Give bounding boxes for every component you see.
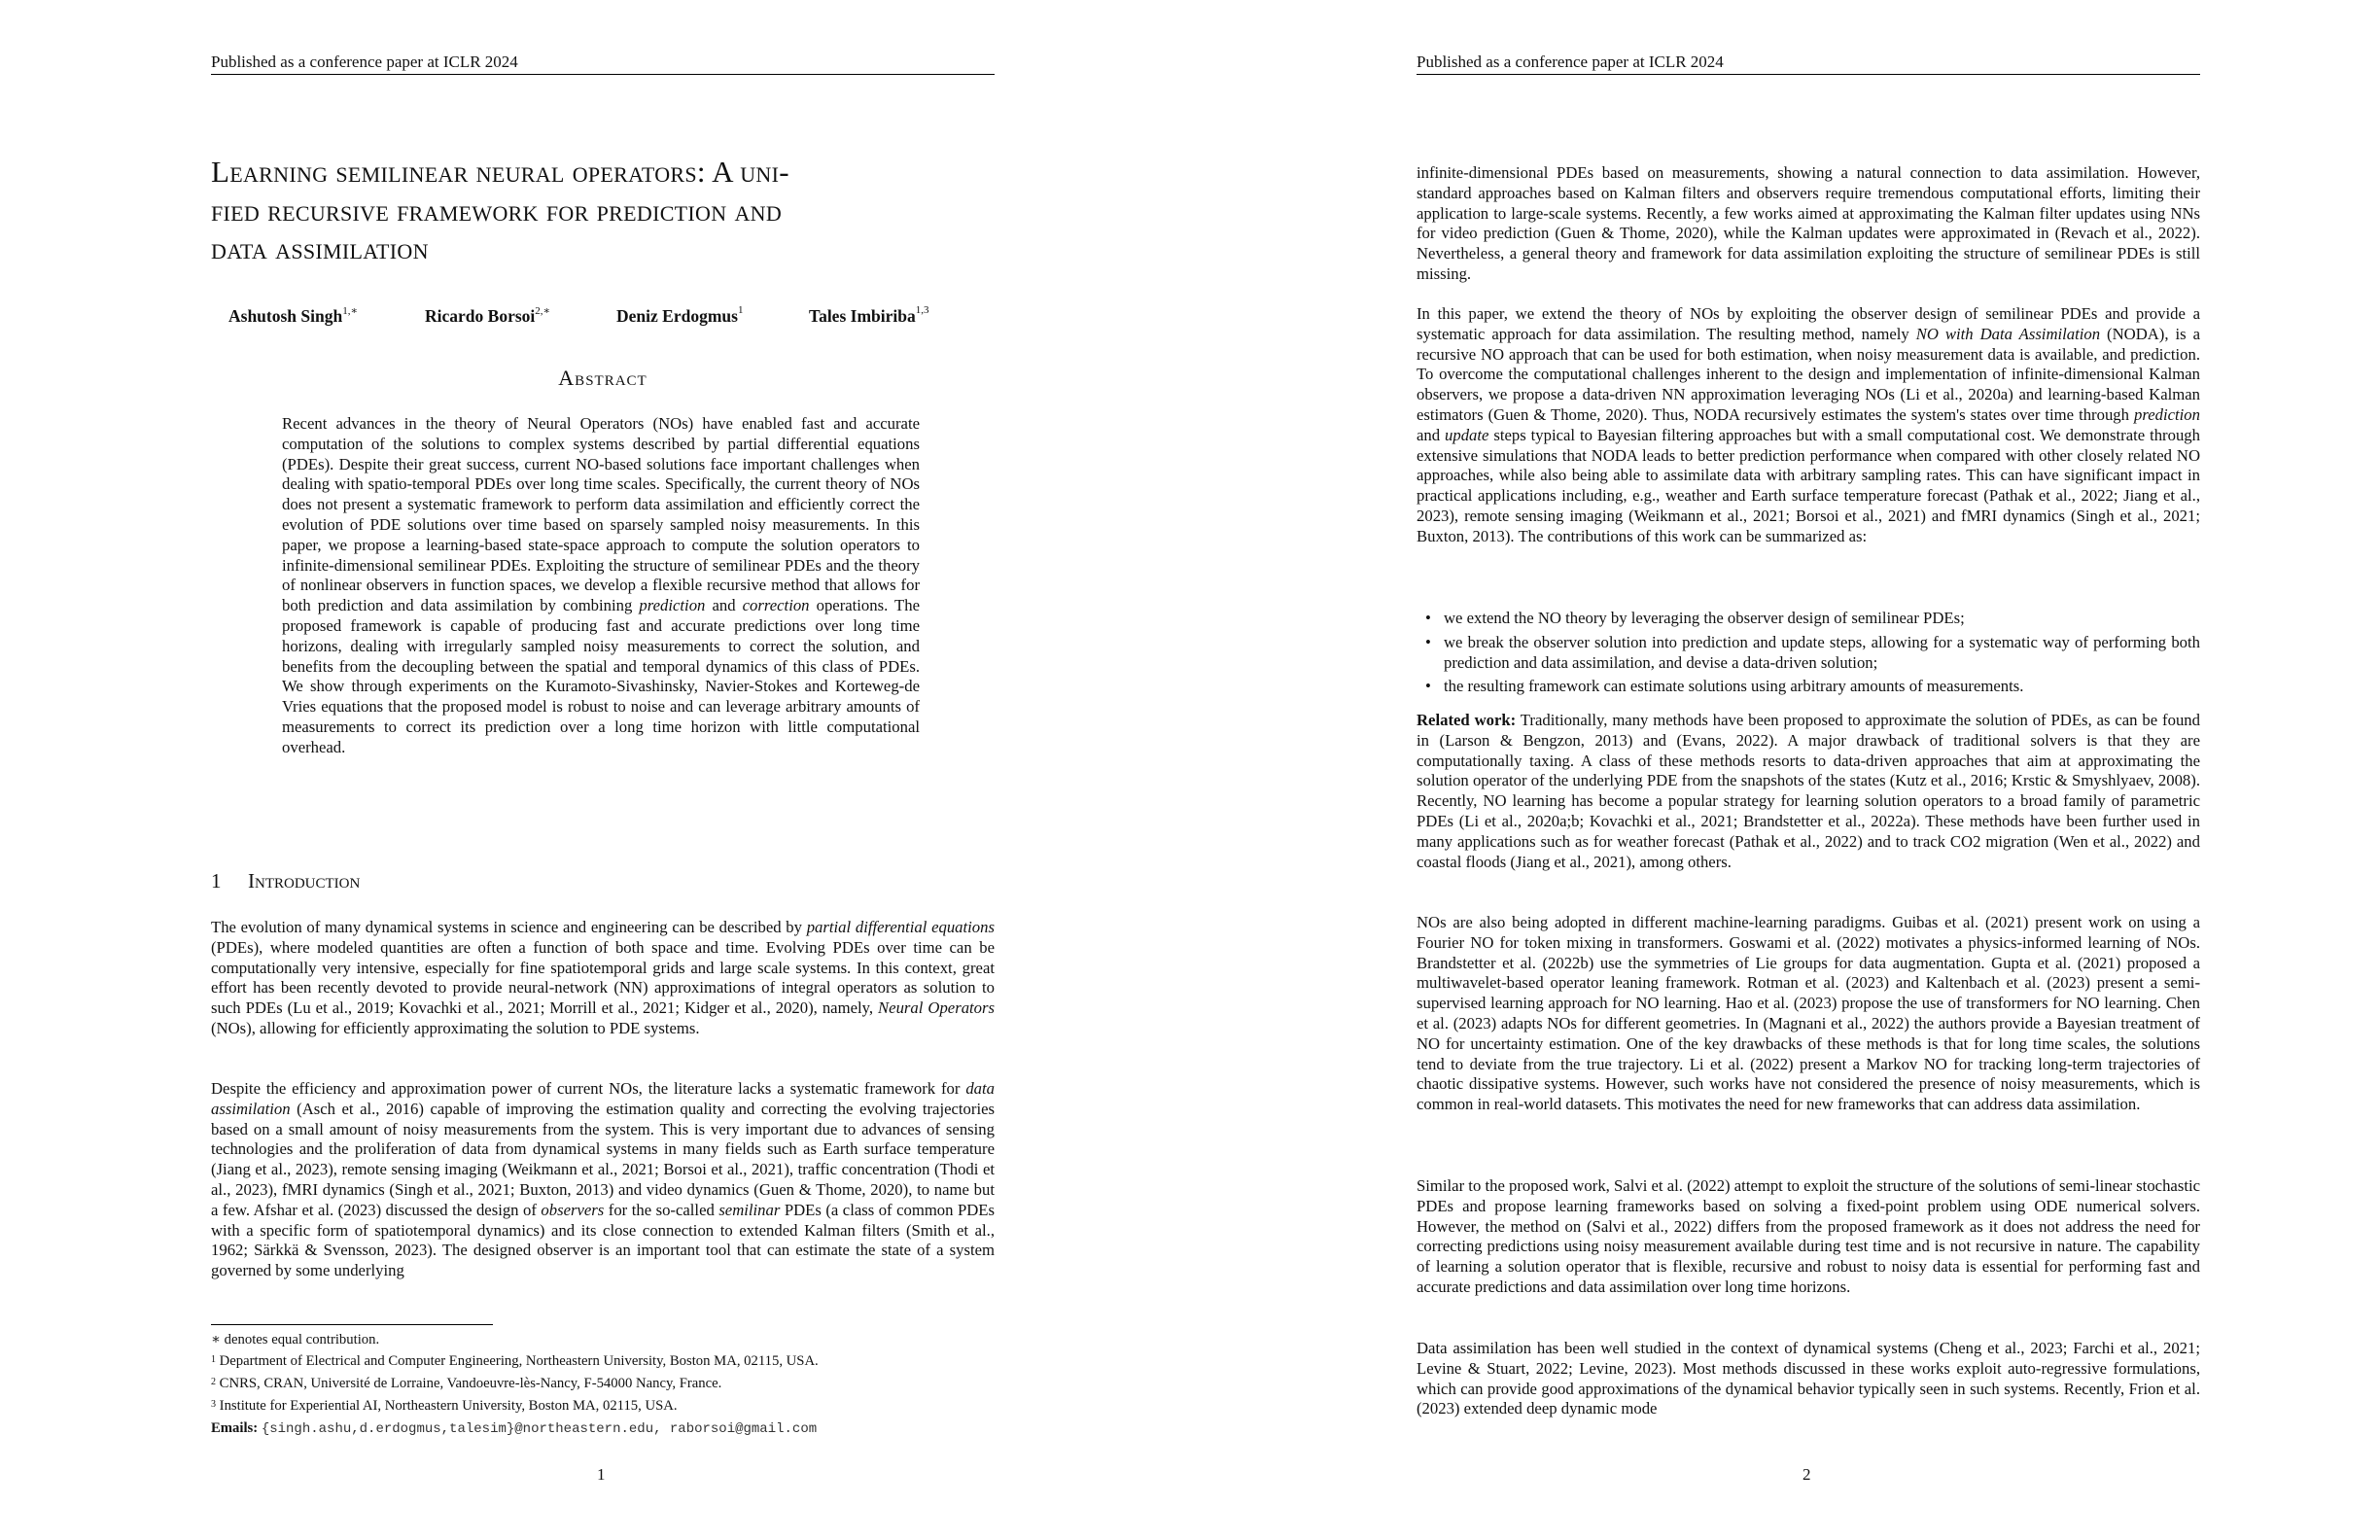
text-segment: (Asch et al., 2016) capable of improving the estimation quality and correcting the evolving trajectories based on a small amount of noisy measurements from the system. This is very important due to advances of sensing technologies and the proliferation of data from dynamical systems in many fields such as Earth surface temperature (Jiang et al., 2023), remote sensing imaging (Weikmann et al., 2021; Borsoi et al., 2021), traffic concentration (Thodi et al., 2023), fMRI dynamics (Singh et al., 2021; Buxton, 2013) and video dynamics (Guen & Thome, 2020), to name but a few. Afshar et al. (2023) discussed the design of [211,1099,995,1219]
text-segment: The evolution of many dynamical systems in science and engineering can be described by [211,918,807,936]
emphasis: prediction [2134,404,2200,424]
footnote-text: Department of Electrical and Computer Engineering, Northeastern University, Boston MA, 02115, USA. [219,1353,819,1369]
intro-paragraph-1 [211,918,995,1039]
text-segment: PDEs (a class of common PDEs with a specific form of spatiotemporal dynamics) and its close connection to extended Kalman filters (Smith et al., 1962; Särkkä & Svensson, 2023). The designed observer is an important tool that can estimate the state of a system governed by some underlying [211,1200,995,1280]
list-item-text: we break the observer solution into prediction and update steps, allowing for a systematic way of performing both prediction and data assimilation, and devise a data-driven solution; [1444,632,2200,672]
page-number: 1 [597,1465,606,1484]
text-segment: (PDEs), where modeled quantities are often a function of both space and time. Evolving PDEs over time can be computationally very intensive, especially for fine spatiotemporal grids and large scale systems. In this context, great effort has been recently devoted to provide neural-network (NN) approximations of integral operators as solution to such PDEs (Lu et al., 2019; Kovachki et al., 2021; Morrill et al., 2021; Kidger et al., 2020), namely, [211,937,995,1018]
abstract-heading: Abstract [558,366,648,390]
text-segment: Traditionally, many methods have been proposed to approximate the solution of PDEs, as can be found in (Larson & Bengzon, 2013) and (Evans, 2022). A major drawback of traditional solvers is that they are computationally taxing. A class of these methods resorts to data-driven approaches that aim at approximating the solution operator of the underlying PDE from the snapshots of the states (Kutz et al., 2016; Krstic & Smyshlyaev, 2008). Recently, NO learning has become a popular strategy for learning solution operators to a broad family of parametric PDEs (Li et al., 2020a;b; Kovachki et al., 2021; Brandstetter et al., 2022a). These methods have been further used in many applications such as for weather forecast (Pathak et al., 2022) and to track CO2 migration (Wen et al., 2022) and coastal floods (Jiang et al., 2021), among others. [1417,711,2200,871]
footnote-rule [211,1324,493,1325]
author-name: Ashutosh Singh [228,306,343,326]
emphasis: Neural Operators [878,998,996,1018]
author-affiliation: 1 [737,304,744,316]
emphasis: semilinar [718,1200,781,1219]
paragraph-continuation: infinite-dimensional PDEs based on measurements, showing a natural connection to data assimilation. However, standard approaches based on Kalman filters and observers require tremendous computational efforts, limiting their application to large-scale systems. Recently, a few works aimed at approximating the Kalman filter updates using NNs for video prediction (Guen & Thome, 2020), while the Kalman updates were approximated in (Revach et al., 2022). Nevertheless, a general theory and framework for data assimilation exploiting the structure of semilinear PDEs is still missing. [1417,163,2200,283]
list-item [1417,677,2200,697]
footnote-emails [211,1418,817,1439]
abstract-emphasis: prediction [639,596,706,615]
contribution-list [1417,609,2200,701]
author-name: Tales Imbiriba [809,306,916,326]
footnote-marker: 3 [211,1399,216,1410]
list-item-text: the resulting framework can estimate solutions using arbitrary amounts of measurements. [1444,677,2024,696]
conference-header: Published as a conference paper at ICLR 2024 [211,52,518,71]
related-work-label: Related work: [1417,711,1517,729]
abstract-segment: Recent advances in the theory of Neural Operators (NOs) have enabled fast and accurate computation of the solutions to complex systems described by partial differential equations (PDEs). Despite their great success, current NO-based solutions face important challenges when dealing with spatio-temporal PDEs over long time scales. Specifically, the current theory of NOs does not present a systematic framework to perform data assimilation and efficiently correct the evolution of PDE solutions over time based on sparsely sampled noisy measurements. In this paper, we propose a learning-based state-space approach to compute the solution operators to infinite-dimensional semilinear PDEs. Exploiting the structure of semilinear PDEs and the theory of nonlinear observers in function spaces, we develop a flexible recursive method that allows for both prediction and data assimilation by combining [282,414,920,615]
text-segment: and [1417,425,1446,444]
abstract-emphasis: correction [742,596,810,615]
emphasis: observers [541,1200,605,1219]
bullet-icon: • [1425,677,1431,696]
emphasis: data assimilation [211,1079,995,1118]
section-title: Introduction [248,869,361,892]
abstract-segment: and [705,596,743,615]
paragraph-data-assimilation: Data assimilation has been well studied in the context of dynamical systems (Cheng et al., 2023; Farchi et al., 2021; Levine & Stuart, 2022; Levine, 2023). Most methods discussed in these works exploit auto-regressive formulations, which can provide good approximations of the dynamical behavior typically seen in such systems. Recently, Frion et al. (2023) extended deep dynamic mode [1417,1339,2200,1418]
author-list [0,306,1190,330]
footnote-equal-contribution: ∗ denotes equal contribution. [211,1332,380,1348]
text-segment: (NOs), allowing for efficiently approximating the solution to PDE systems. [211,1018,700,1037]
author-name: Deniz Erdogmus [616,306,738,326]
bullet-icon: • [1425,609,1431,627]
conference-header: Published as a conference paper at ICLR 2024 [1417,52,1724,71]
footnote-text: Institute for Experiential AI, Northeastern University, Boston MA, 02115, USA. [219,1398,678,1414]
emails-label: Emails: [211,1420,259,1436]
emails-addresses: {singh.ashu,d.erdogmus,talesim}@northeastern.edu, raborsoi@gmail.com [261,1421,818,1437]
emphasis: NO with Data Assimilation [1915,324,2101,343]
list-item-text: we extend the NO theory by leveraging the observer design of semilinear PDEs; [1444,609,1965,627]
abstract-segment: operations. The proposed framework is capable of producing fast and accurate predictions over long time horizons, dealing with irregularly sampled noisy measurements to correct the solution, and benefits from the decoupling between the spatial and temporal dynamics of this class of PDEs. We show through experiments on the Kuramoto-Sivashinsky, Navier-Stokes and Korteweg-de Vries equations that the proposed model is robust to noise and can leverage arbitrary amounts of measurements to correct its prediction over a long time horizon with little computational overhead. [282,596,920,756]
emphasis: update [1445,425,1489,444]
intro-paragraph-2 [211,1079,995,1281]
title-line-2: fied recursive framework for prediction and [211,192,783,228]
bullet-icon: • [1425,632,1431,651]
paragraph-no-paradigms: NOs are also being adopted in different machine-learning paradigms. Guibas et al. (2021) present work on using a Fourier NO for token mixing in transformers. Goswami et al. (2022) motivates a physics-informed learning of NOs. Brandstetter et al. (2022b) use the symmetries of Lie groups for data augmentation. Gupta et al. (2021) proposed a multiwavelet-based operator leaning framework. Rotman et al. (2023) and Kaltenbach et al. (2023) present a semi-supervised learning approach for NO learning. Hao et al. (2023) propose the use of transformers for NO learning. Chen et al. (2023) adapts NOs for different geometries. In (Magnani et al., 2022) the authors provide a Bayesian treatment of NO for uncertainty estimation. One of the key drawbacks of these methods is that for long time scales, the solutions tend to deviate from the true trajectory. Li et al. (2022) present a Markov NO for tracking long-term trajectories of chaotic dissipative systems. However, such works have not considered the presence of noisy measurements, which is common in real-world datasets. This motivates the need for new frameworks that can address data assimilation. [1417,913,2200,1114]
footnote-marker: 1 [211,1354,216,1365]
list-item [1417,609,2200,629]
header-rule [211,74,995,75]
header-rule [1417,74,2200,75]
emphasis: partial differential equations [806,918,995,936]
paragraph-similar-work: Similar to the proposed work, Salvi et al. (2022) attempt to exploit the structure of the solutions of semi-linear stochastic PDEs and propose learning frameworks based on solving a fixed-point problem using ODE numerical solvers. However, the method on (Salvi et al., 2022) differs from the proposed framework as it does not address the need for correcting predictions using noisy measurement available during test time and is not recursive in nature. The capability of learning a solution operator that is flexible, recursive and robust to noisy data is essential for performing fast and accurate predictions and data assimilation over long time horizons. [1417,1176,2200,1296]
footnote-text: CNRS, CRAN, Université de Lorraine, Vandoeuvre-lès-Nancy, F-54000 Nancy, France. [219,1376,722,1391]
author-affiliation: 1,∗ [342,305,358,317]
paper-page-2 [1190,0,2380,1540]
footnote-affiliation-1 [211,1351,819,1371]
text-segment: Despite the efficiency and approximation power of current NOs, the literature lacks a systematic framework for [211,1079,966,1098]
text-segment: for the so-called [604,1200,719,1219]
footnote-affiliation-3 [211,1396,678,1416]
title-line-1: Learning semilinear neural operators: A uni- [211,155,789,189]
author-affiliation: 2,∗ [535,305,550,317]
abstract-text [282,414,920,758]
author-3 [616,306,743,327]
footnote-marker: 2 [211,1377,216,1387]
title-line-3: data assimilation [211,231,429,265]
author-name: Ricardo Borsoi [425,306,536,326]
author-affiliation: 1,3 [915,304,929,316]
section-heading-introduction [211,869,360,893]
list-item [1417,633,2200,674]
author-1 [228,306,358,327]
author-2 [425,306,550,327]
text-segment: In this paper, we extend the theory of NOs by exploiting the observer design of semilinear PDEs and provide a systematic approach for data assimilation. The resulting method, namely [1417,304,2200,343]
text-segment: steps typical to Bayesian filtering approaches but with a small computational cost. We demonstrate through extensive simulations that NODA leads to better prediction performance when compared with other closely related NO approaches, while also being able to assimilate data with arbitrary sampling rates. This can have significant impact in practical applications including, e.g., weather and Earth surface temperature forecast (Pathak et al., 2022; Jiang et al., 2023), remote sensing imaging (Weikmann et al., 2021; Borsoi et al., 2021) and fMRI dynamics (Singh et al., 2021; Buxton, 2013). The contributions of this work can be summarized as: [1417,425,2200,545]
section-number: 1 [211,869,222,892]
paragraph-related-work [1417,711,2200,872]
paper-title [211,153,1008,268]
paragraph-contribution [1417,304,2200,547]
text-segment: (NODA), is a recursive NO approach that can be used for both estimation, when noisy measurement data is available, and prediction. To overcome the computational challenges inherent to the design and implementation of infinite-dimensional Kalman observers, we propose a data-driven NN approximation leveraging NOs (Li et al., 2020a) and learning-based Kalman estimators (Guen & Thome, 2020). Thus, NODA recursively estimates the system's states over time through [1417,324,2200,424]
author-4 [809,306,928,327]
page-number: 2 [1802,1465,1811,1484]
footnote-affiliation-2 [211,1374,721,1393]
